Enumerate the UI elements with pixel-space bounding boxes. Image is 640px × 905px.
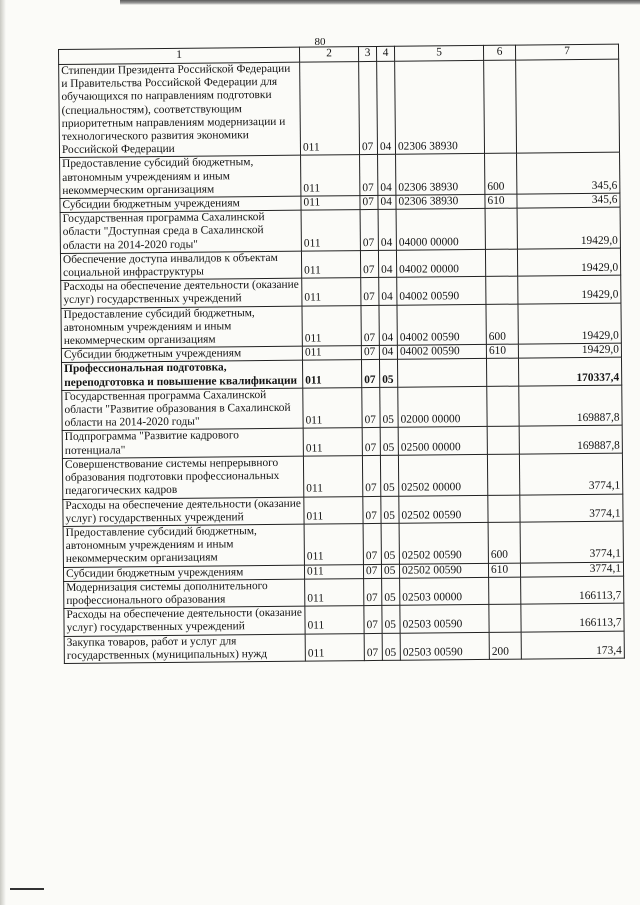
row-target-cell: 04002 00590 (397, 345, 486, 360)
row-amount-cell: 3774,1 (520, 521, 623, 563)
row-amount-cell: 19429,0 (518, 343, 621, 358)
row-subsection-cell: 05 (380, 455, 398, 496)
row-target-cell: 04002 00000 (396, 249, 485, 277)
row-subsection-cell: 04 (379, 305, 397, 346)
row-name-cell: Обеспечение доступа инвалидов к объектам социальной инфраструктуры (60, 251, 301, 281)
row-ministry-cell: 011 (303, 428, 362, 456)
row-target-cell: 02502 00590 (399, 495, 488, 523)
row-section-cell: 07 (360, 210, 378, 251)
row-amount-cell: 3774,1 (520, 562, 623, 577)
row-name-cell: Предоставление субсидий бюджетным, автономным учреждениям и иным некоммерческим организациям (61, 306, 302, 349)
row-ministry-cell: 011 (302, 305, 361, 346)
row-section-cell: 07 (360, 195, 378, 209)
row-expense-type-cell (484, 60, 517, 154)
row-name-cell: Государственная программа Сахалинской области "Развитие образования в Сахалинской области на 2014-2020 годы" (62, 388, 303, 431)
row-section-cell: 07 (362, 455, 380, 496)
budget-table (58, 44, 625, 664)
row-amount-cell: 19429,0 (517, 207, 620, 249)
row-amount-cell: 173,4 (521, 631, 624, 659)
row-name-cell: Предоставление субсидий бюджетным, автономным учреждениям и иным некоммерческим организациям (60, 156, 301, 199)
column-header: 5 (394, 45, 483, 61)
row-ministry-cell: 011 (305, 606, 364, 634)
table-row (59, 59, 620, 158)
row-expense-type-cell: 200 (489, 632, 521, 660)
row-expense-type-cell: 610 (488, 563, 520, 578)
row-amount-cell: 345,6 (517, 153, 620, 195)
row-section-cell: 07 (361, 346, 379, 360)
row-target-cell: 02306 38930 (395, 60, 485, 154)
table-row (60, 207, 620, 253)
row-name-cell: Закупка товаров, работ и услуг для государственных (муниципальных) нужд (64, 634, 305, 664)
column-header: 2 (299, 47, 358, 63)
row-name-cell: Модернизация системы дополнительного профессионального образования (64, 579, 305, 609)
row-subsection-cell: 05 (382, 633, 400, 661)
row-ministry-cell: 011 (304, 496, 363, 524)
row-expense-type-cell (485, 208, 517, 249)
scan-edge-left (0, 0, 6, 905)
row-section-cell: 07 (360, 155, 378, 196)
row-amount-cell: 166113,7 (521, 603, 624, 631)
row-amount-cell: 170337,4 (518, 358, 621, 386)
row-name-cell: Субсидии бюджетным учреждениям (61, 346, 302, 363)
row-section-cell: 07 (363, 496, 381, 524)
row-expense-type-cell (485, 249, 517, 277)
row-subsection-cell: 04 (377, 61, 396, 155)
row-ministry-cell: 011 (305, 578, 364, 606)
row-expense-type-cell: 600 (485, 154, 517, 195)
row-expense-type-cell (487, 386, 519, 427)
row-target-cell: 02500 00000 (398, 427, 487, 455)
row-ministry-cell: 011 (304, 523, 363, 564)
row-expense-type-cell (486, 276, 518, 304)
row-amount-cell: 19429,0 (518, 303, 621, 345)
row-amount-cell: 3774,1 (519, 453, 622, 495)
row-target-cell: 02000 00000 (398, 386, 487, 427)
row-expense-type-cell: 600 (488, 522, 520, 563)
row-ministry-cell: 011 (301, 250, 360, 278)
row-subsection-cell: 05 (382, 605, 400, 633)
row-section-cell: 07 (363, 564, 381, 578)
row-name-cell: Государственная программа Сахалинской области "Доступная среда в Сахалинской области на 2014-2020 годы" (60, 210, 301, 253)
row-target-cell: 04000 00000 (396, 209, 485, 250)
column-header: 4 (376, 46, 394, 61)
row-section-cell: 07 (361, 305, 379, 346)
row-subsection-cell: 05 (379, 360, 397, 388)
row-subsection-cell: 04 (379, 278, 397, 306)
row-expense-type-cell (487, 427, 519, 455)
row-name-cell: Профессиональная подготовка, переподготовка и повышение квалификации (62, 361, 303, 391)
budget-table-wrapper (58, 44, 624, 664)
row-target-cell: 02306 38930 (396, 154, 485, 195)
row-target-cell: 04002 00590 (397, 277, 486, 305)
row-subsection-cell: 05 (380, 428, 398, 456)
column-header: 1 (59, 47, 300, 64)
row-name-cell: Расходы на обеспечение деятельности (оказание услуг) государственных учреждений (63, 497, 304, 527)
row-name-cell: Субсидии бюджетным учреждениям (63, 565, 304, 582)
row-section-cell: 07 (359, 61, 378, 155)
table-row (64, 631, 624, 664)
row-expense-type-cell: 610 (485, 194, 517, 209)
table-row (62, 385, 622, 431)
row-target-cell: 02502 00590 (399, 522, 488, 563)
row-amount-cell: 19429,0 (518, 275, 621, 303)
row-expense-type-cell (489, 604, 521, 632)
table-row (60, 153, 620, 199)
row-ministry-cell: 011 (304, 564, 363, 579)
row-section-cell: 07 (364, 633, 382, 661)
row-subsection-cell: 04 (378, 209, 396, 250)
row-expense-type-cell (488, 495, 520, 523)
row-amount-cell: 169887,8 (519, 426, 622, 454)
row-section-cell: 07 (360, 250, 378, 278)
row-subsection-cell: 04 (378, 250, 396, 278)
table-row (61, 303, 621, 349)
row-subsection-cell: 05 (381, 523, 399, 564)
row-subsection-cell: 04 (378, 195, 396, 209)
row-target-cell: 02503 00590 (400, 632, 489, 660)
row-ministry-cell: 011 (301, 155, 360, 196)
row-ministry-cell: 011 (300, 62, 360, 156)
row-name-cell: Предоставление субсидий бюджетным, автономным учреждениям и иным некоммерческим организациям (63, 524, 304, 567)
row-expense-type-cell: 600 (486, 304, 518, 345)
row-ministry-cell: 011 (302, 346, 361, 361)
scan-mark (10, 888, 44, 890)
row-amount-cell: 19429,0 (517, 248, 620, 276)
row-subsection-cell: 05 (381, 564, 399, 578)
row-section-cell: 07 (362, 387, 380, 428)
row-subsection-cell: 04 (379, 346, 397, 360)
row-subsection-cell: 05 (382, 578, 400, 606)
row-expense-type-cell: 610 (486, 344, 518, 359)
row-section-cell: 07 (364, 578, 382, 606)
row-name-cell: Подпрограмма "Развитие кадрового потенциала" (62, 429, 303, 459)
row-subsection-cell: 05 (381, 496, 399, 524)
row-target-cell: 04002 00590 (397, 304, 486, 345)
row-section-cell: 07 (362, 360, 380, 388)
row-name-cell: Совершенствование системы непрерывного образования подготовки профессиональных педагогических кадров (62, 456, 303, 499)
row-target-cell: 02503 00000 (400, 577, 489, 605)
row-target-cell: 02503 00590 (400, 605, 489, 633)
row-name-cell: Расходы на обеспечение деятельности (оказание услуг) государственных учреждений (61, 278, 302, 308)
row-expense-type-cell (489, 577, 521, 605)
row-name-cell: Расходы на обеспечение деятельности (оказание услуг) государственных учреждений (64, 606, 305, 636)
row-ministry-cell: 011 (303, 455, 362, 496)
row-target-cell: 02502 00590 (399, 563, 488, 578)
row-target-cell (397, 359, 486, 387)
table-row (63, 521, 623, 567)
row-target-cell: 02502 00000 (398, 454, 487, 495)
row-name-cell: Субсидии бюджетным учреждениям (60, 196, 301, 213)
row-section-cell: 07 (364, 606, 382, 634)
row-expense-type-cell (487, 454, 519, 495)
row-ministry-cell: 011 (302, 278, 361, 306)
row-ministry-cell: 011 (301, 210, 360, 251)
row-expense-type-cell (486, 359, 518, 387)
row-subsection-cell: 05 (380, 387, 398, 428)
row-amount-cell: 3774,1 (520, 494, 623, 522)
table-body (59, 59, 625, 663)
row-name-cell: Стипендии Президента Российской Федерации и Правительства Российской Федерации для обучающихся по направлениям подготовки (специальностям), соответствующим приоритетным направлениям модернизации и технологического развития экономики Российской Федерации (59, 62, 301, 158)
table-row (62, 453, 622, 499)
row-ministry-cell: 011 (303, 387, 362, 428)
row-amount-cell (516, 59, 620, 153)
row-section-cell: 07 (362, 428, 380, 456)
scan-edge-top (120, 0, 640, 5)
column-header: 6 (483, 45, 515, 60)
page-number: 80 (314, 36, 326, 48)
row-target-cell: 02306 38930 (396, 194, 485, 209)
row-ministry-cell: 011 (301, 196, 360, 211)
row-section-cell: 07 (361, 278, 379, 306)
column-header: 7 (515, 44, 618, 60)
row-amount-cell: 345,6 (517, 193, 620, 208)
row-section-cell: 07 (363, 523, 381, 564)
row-ministry-cell: 011 (305, 633, 364, 661)
row-ministry-cell: 011 (303, 360, 362, 388)
column-header: 3 (358, 46, 376, 61)
row-subsection-cell: 04 (378, 155, 396, 196)
row-amount-cell: 166113,7 (521, 576, 624, 604)
row-amount-cell: 169887,8 (519, 385, 622, 427)
